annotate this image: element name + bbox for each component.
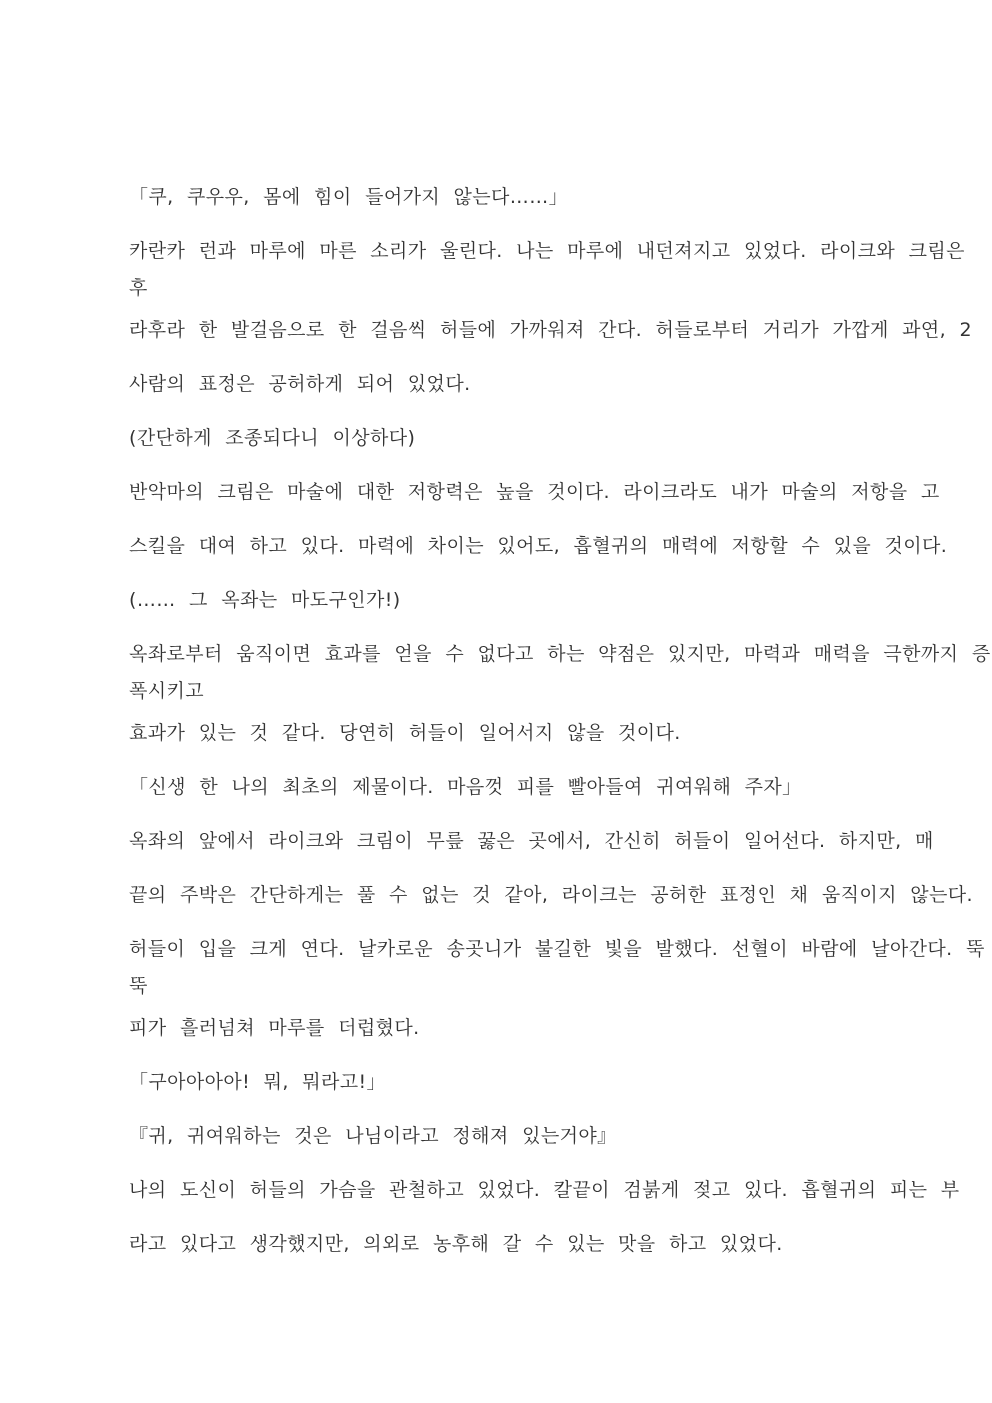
text-line: 카란카 런과 마루에 마른 소리가 울린다. 나는 마루에 내던져지고 있었다. 라이크와 크림은 xyxy=(129,240,965,262)
paragraph xyxy=(129,823,934,860)
paragraph xyxy=(129,636,991,710)
paragraph xyxy=(129,1010,874,1047)
text-line: (…… 그 옥좌는 마도구인가!) xyxy=(129,589,401,611)
text-line: 피가 흘러넘쳐 마루를 더럽혔다. xyxy=(129,1017,420,1039)
text-line: 후 xyxy=(129,277,148,299)
text-line: 라고 있다고 생각했지만, 의외로 농후해 갈 수 있는 맛을 하고 있었다. xyxy=(129,1233,783,1255)
text-line: 「구아아아아! 뭐, 뭐라고!」 xyxy=(129,1071,386,1093)
paragraph xyxy=(129,1064,874,1101)
text-line: 라후라 한 발걸음으로 한 걸음씩 허들에 가까워져 간다. 허들로부터 거리가 가깝게 과연, 2 xyxy=(129,319,973,341)
text-line: 나의 도신이 허들의 가슴을 관철하고 있었다. 칼끝이 검붉게 젖고 있다. 흡혈귀의 피는 부 xyxy=(129,1179,960,1201)
paragraph xyxy=(129,366,874,403)
paragraph xyxy=(129,179,874,216)
paragraph xyxy=(129,715,874,752)
paragraph xyxy=(129,233,965,307)
paragraph xyxy=(129,931,985,1005)
text-line: 뚝 xyxy=(129,975,148,997)
text-line: 스킬을 대여 하고 있다. 마력에 차이는 있어도, 흡혈귀의 매력에 저항할 수 있을 것이다. xyxy=(129,535,948,557)
paragraph xyxy=(129,582,874,619)
text-line: 『귀, 귀여워하는 것은 나님이라고 정해져 있는거야』 xyxy=(129,1125,617,1147)
paragraph xyxy=(129,769,874,806)
text-line: 반악마의 크림은 마술에 대한 저항력은 높을 것이다. 라이크라도 내가 마술의 저항을 고 xyxy=(129,481,940,503)
paragraph xyxy=(129,312,973,349)
text-line: 옥좌로부터 움직이면 효과를 얻을 수 없다고 하는 약점은 있지만, 마력과 매력을 극한까지 증 xyxy=(129,643,991,665)
text-content xyxy=(129,179,991,1280)
paragraph xyxy=(129,877,973,914)
text-line: 「신생 한 나의 최초의 제물이다. 마음껏 피를 빨아들여 귀여워해 주자」 xyxy=(129,776,802,798)
text-line: 사람의 표정은 공허하게 되어 있었다. xyxy=(129,373,471,395)
paragraph xyxy=(129,1172,960,1209)
text-line: 끝의 주박은 간단하게는 풀 수 없는 것 같아, 라이크는 공허한 표정인 채 움직이지 않는다. xyxy=(129,884,973,906)
text-line: 효과가 있는 것 같다. 당연히 허들이 일어서지 않을 것이다. xyxy=(129,722,681,744)
paragraph xyxy=(129,1118,874,1155)
paragraph xyxy=(129,420,874,457)
text-line: 폭시키고 xyxy=(129,680,205,702)
text-line: 옥좌의 앞에서 라이크와 크림이 무릎 꿇은 곳에서, 간신히 허들이 일어선다. 하지만, 매 xyxy=(129,830,934,852)
text-line: 「쿠, 쿠우우, 몸에 힘이 들어가지 않는다……」 xyxy=(129,186,568,208)
text-line: 허들이 입을 크게 연다. 날카로운 송곳니가 불길한 빛을 발했다. 선혈이 바람에 날아간다. 뚝 xyxy=(129,938,985,960)
paragraph xyxy=(129,528,948,565)
text-line: (간단하게 조종되다니 이상하다) xyxy=(129,427,416,449)
paragraph xyxy=(129,1226,874,1263)
paragraph xyxy=(129,474,940,511)
